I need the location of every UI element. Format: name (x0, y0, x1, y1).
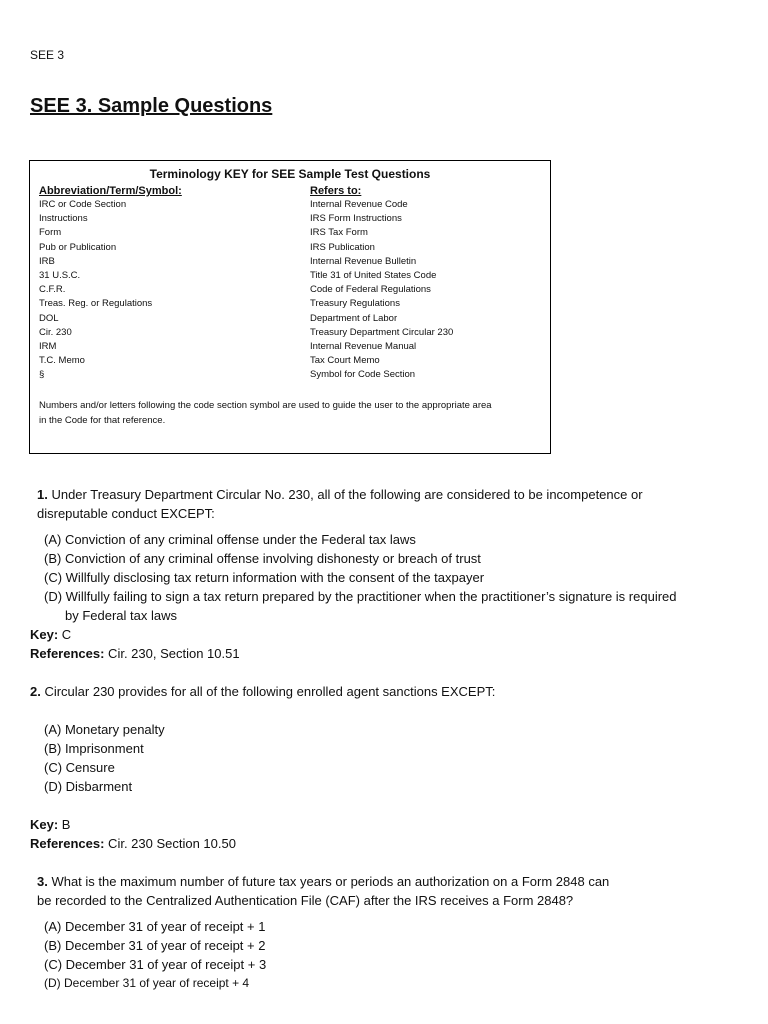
term: T.C. Memo (39, 355, 85, 367)
term: Cir. 230 (39, 326, 72, 338)
terminology-row (30, 227, 550, 241)
header-tag: SEE 3 (30, 48, 65, 62)
question-stem: Circular 230 provides for all of the following enrolled agent sanctions EXCEPT: (40, 684, 496, 699)
question-stem: Under Treasury Department Circular No. 230, all of the following are considered to be incompetence or (47, 487, 643, 502)
question-1-references (30, 644, 240, 663)
answer-choice-b: (B) December 31 of year of receipt + 2 (44, 938, 266, 953)
term: IRM (39, 340, 57, 352)
question-3-text (37, 872, 737, 910)
term-refers: Internal Revenue Code (310, 199, 408, 210)
page-title: SEE 3. Sample Questions (30, 95, 273, 117)
terminology-row (30, 213, 550, 227)
question-number: 3. (37, 874, 48, 889)
answer-choice-d-continued: by Federal tax laws (65, 608, 177, 623)
term: IRB (39, 255, 55, 267)
term: Treas. Reg. or Regulations (39, 298, 153, 310)
answer-choice-d: (D) Disbarment (44, 779, 133, 794)
terminology-key-box (29, 160, 551, 454)
references-label: References: (30, 646, 105, 661)
terminology-note-line: Numbers and/or letters following the code section symbol are used to guide the user to the appropriate area (39, 400, 492, 411)
question-2-key (30, 815, 70, 834)
question-2-references (30, 834, 236, 853)
answer-choice-b: (B) Conviction of any criminal offense involving dishonesty or breach of trust (44, 551, 481, 566)
question-1-key (30, 625, 71, 644)
terminology-row (30, 256, 550, 270)
key-label: Key: (30, 817, 59, 832)
term: § (39, 369, 45, 381)
term: Form (39, 227, 62, 239)
term: DOL (39, 312, 59, 324)
term-refers: Treasury Department Circular 230 (310, 326, 454, 338)
terminology-note (39, 399, 544, 428)
question-stem-continued: disreputable conduct EXCEPT: (37, 506, 215, 521)
question-3-choices (44, 917, 444, 993)
terminology-row (30, 341, 550, 355)
term-refers: Code of Federal Regulations (310, 284, 431, 296)
answer-choice-a: (A) Monetary penalty (44, 722, 165, 737)
references-label: References: (30, 836, 105, 851)
answer-choice-a: (A) Conviction of any criminal offense under the Federal tax laws (44, 532, 416, 547)
term-refers: Treasury Regulations (310, 298, 400, 310)
term: 31 U.S.C. (39, 269, 81, 281)
references-value: Cir. 230 Section 10.50 (104, 836, 236, 851)
terminology-row (30, 242, 550, 256)
question-number: 2. (30, 684, 41, 699)
column-header-term: Abbreviation/Term/Symbol: (39, 185, 182, 197)
terminology-row (30, 270, 550, 284)
answer-choice-c: (C) Censure (44, 760, 115, 775)
answer-choice-d: (D) Willfully failing to sign a tax return prepared by the practitioner when the practitioner’s signature is required (44, 589, 677, 604)
key-label: Key: (30, 627, 59, 642)
term-refers: Department of Labor (310, 312, 398, 324)
terminology-note-line: in the Code for that reference. (39, 414, 166, 426)
question-1-text (37, 485, 737, 523)
terminology-title: Terminology KEY for SEE Sample Test Questions (149, 167, 431, 181)
terminology-row (30, 355, 550, 369)
question-2-choices (44, 720, 444, 796)
answer-choice-b: (B) Imprisonment (44, 741, 144, 756)
term-refers: Title 31 of United States Code (310, 269, 437, 281)
term-refers: Tax Court Memo (310, 355, 380, 367)
question-stem-continued: be recorded to the Centralized Authentication File (CAF) after the IRS receives a Form 2848? (37, 893, 574, 908)
term-refers: Internal Revenue Bulletin (310, 255, 417, 267)
terminology-row (30, 199, 550, 213)
term: IRC or Code Section (39, 199, 127, 210)
answer-choice-d: (D) December 31 of year of receipt + 4 (44, 976, 250, 990)
answer-choice-c: (C) December 31 of year of receipt + 3 (44, 957, 267, 972)
term: Pub or Publication (39, 241, 117, 253)
terminology-rows (30, 199, 550, 383)
answer-choice-c: (C) Willfully disclosing tax return information with the consent of the taxpayer (44, 570, 485, 585)
column-header-refers: Refers to: (310, 185, 362, 197)
term-refers: Symbol for Code Section (310, 369, 416, 381)
term-refers: IRS Form Instructions (310, 213, 402, 225)
terminology-row (30, 327, 550, 341)
term-refers: IRS Publication (310, 241, 375, 253)
term-refers: Internal Revenue Manual (310, 340, 417, 352)
term: Instructions (39, 213, 88, 225)
terminology-row (30, 284, 550, 298)
question-number: 1. (37, 487, 48, 502)
terminology-row (30, 369, 550, 383)
answer-choice-a: (A) December 31 of year of receipt + 1 (44, 919, 266, 934)
terminology-row (30, 313, 550, 327)
term: C.F.R. (39, 284, 66, 296)
key-value: C (58, 627, 72, 642)
terminology-row (30, 298, 550, 312)
question-stem: What is the maximum number of future tax years or periods an authorization on a Form 2848 can (47, 874, 610, 889)
term-refers: IRS Tax Form (310, 227, 368, 239)
question-2-text (30, 682, 730, 701)
question-1-choices (44, 530, 754, 625)
key-value: B (58, 817, 71, 832)
references-value: Cir. 230, Section 10.51 (104, 646, 240, 661)
